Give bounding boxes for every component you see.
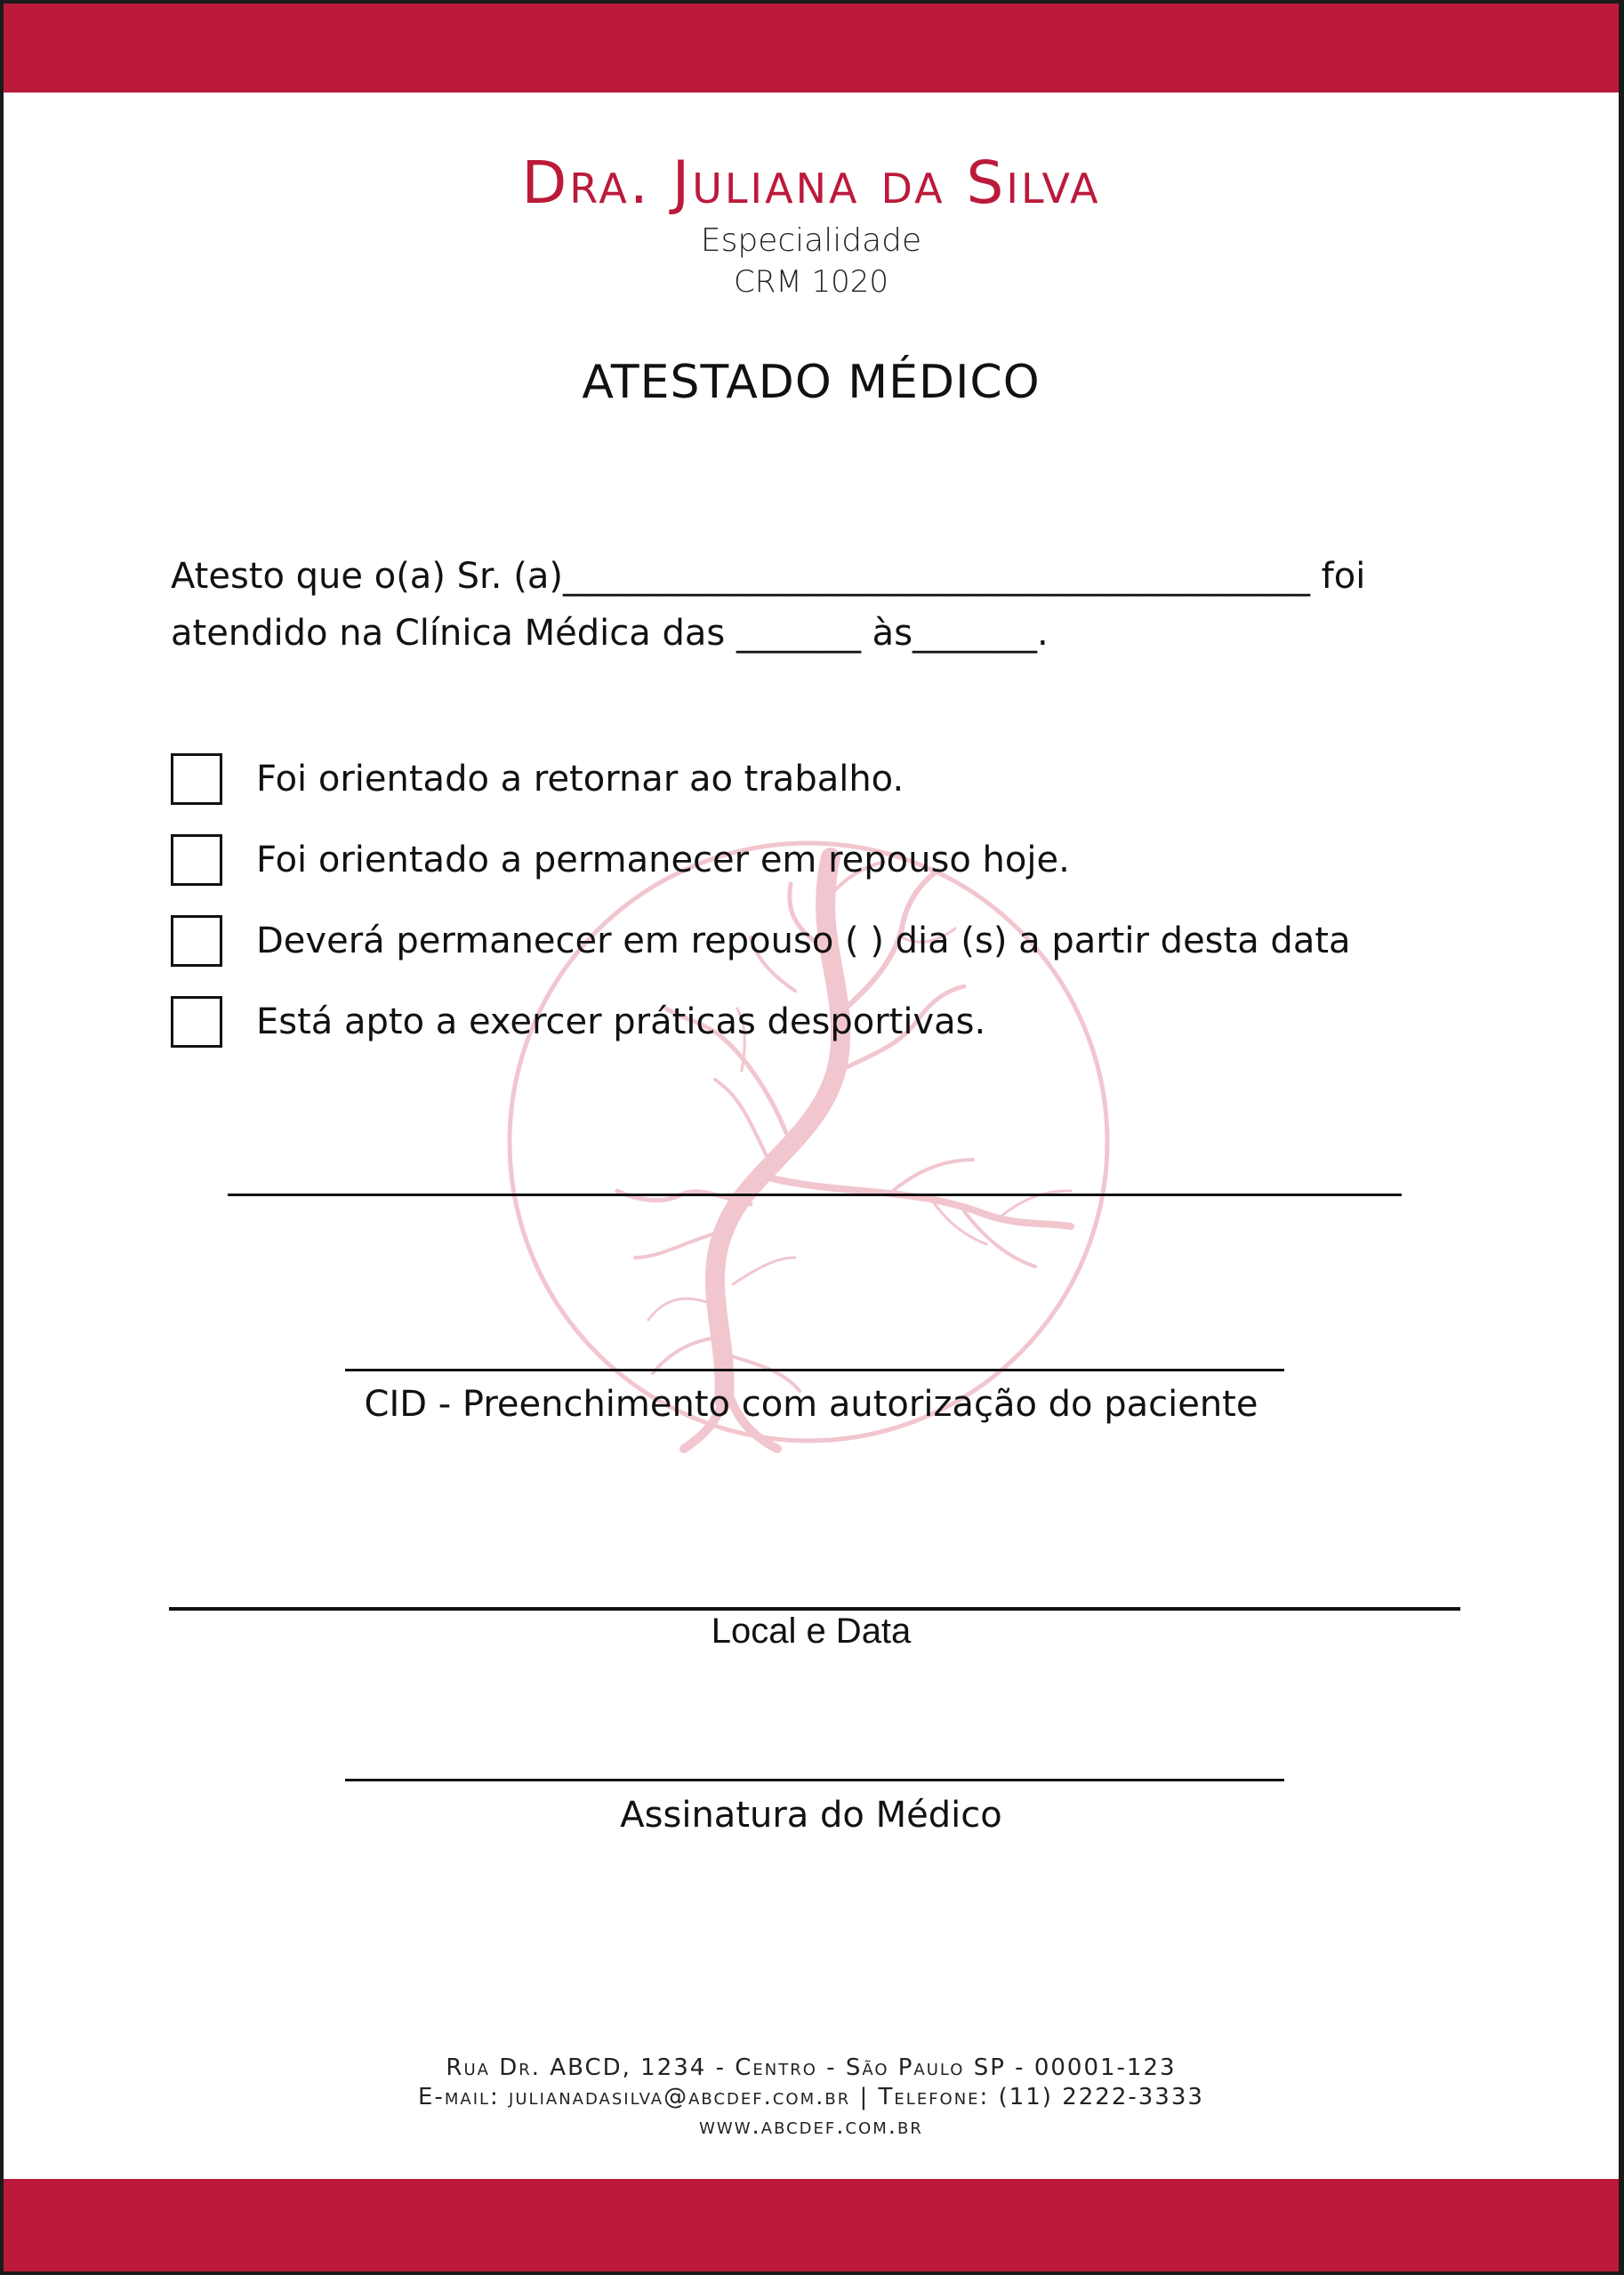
option-label: Foi orientado a permanecer em repouso hoje. — [256, 839, 1070, 880]
doctor-name: Dra. Juliana da Silva — [521, 149, 1101, 217]
local-date-line[interactable] — [169, 1607, 1460, 1611]
footer-website[interactable]: www.abcdef.com.br — [699, 2113, 923, 2140]
checkbox-icon[interactable] — [171, 753, 222, 805]
footer-contact-info: E-mail: julianadasilva@abcdef.com.br | Telefone: (11) 2222-3333 — [418, 2084, 1204, 2110]
document-title: ATESTADO MÉDICO — [582, 356, 1041, 409]
observation-line[interactable] — [228, 1194, 1402, 1196]
statement-suffix: foi — [1309, 556, 1366, 597]
time-start-blank[interactable]: _______ — [736, 613, 861, 654]
option-label: Deverá permanecer em repouso ( ) dia (s) a partir desta data — [256, 920, 1351, 961]
option-label: Está apto a exercer práticas desportivas. — [256, 1001, 986, 1042]
footer-contact — [4, 2054, 1619, 2142]
local-date-caption: Local e Data — [711, 1612, 912, 1651]
statement-line-2 — [171, 605, 1365, 662]
option-return-to-work[interactable] — [171, 738, 1351, 819]
statement-prefix: Atesto que o(a) Sr. (a) — [171, 556, 563, 597]
clinic-text: atendido na Clínica Médica das — [171, 613, 736, 654]
checkbox-icon[interactable] — [171, 996, 222, 1048]
time-end-blank[interactable]: _______ — [912, 613, 1038, 654]
options-list — [171, 738, 1351, 1062]
letterhead — [4, 146, 1619, 302]
option-rest-days[interactable] — [171, 900, 1351, 981]
footer-address: Rua Dr. ABCD, 1234 - Centro - São Paulo SP - 00001-123 — [446, 2054, 1177, 2081]
option-label: Foi orientado a retornar ao trabalho. — [256, 758, 904, 800]
crm-number: CRM 1020 — [733, 264, 889, 300]
patient-name-blank[interactable]: __________________________________________ — [562, 556, 1310, 597]
top-color-band — [4, 4, 1619, 92]
checkbox-icon[interactable] — [171, 915, 222, 967]
attestation-statement — [171, 548, 1365, 662]
statement-period: . — [1037, 613, 1049, 654]
option-rest-today[interactable] — [171, 819, 1351, 900]
signature-line[interactable] — [345, 1779, 1284, 1781]
signature-caption: Assinatura do Médico — [620, 1795, 1002, 1836]
time-connector: às — [860, 613, 913, 654]
bottom-color-band — [4, 2179, 1619, 2271]
option-sports-fit[interactable] — [171, 981, 1351, 1062]
checkbox-icon[interactable] — [171, 834, 222, 886]
cid-caption: CID - Preenchimento com autorização do paciente — [364, 1384, 1258, 1425]
statement-line-1 — [171, 548, 1365, 605]
cid-line[interactable] — [345, 1369, 1284, 1371]
specialty: Especialidade — [700, 222, 922, 259]
